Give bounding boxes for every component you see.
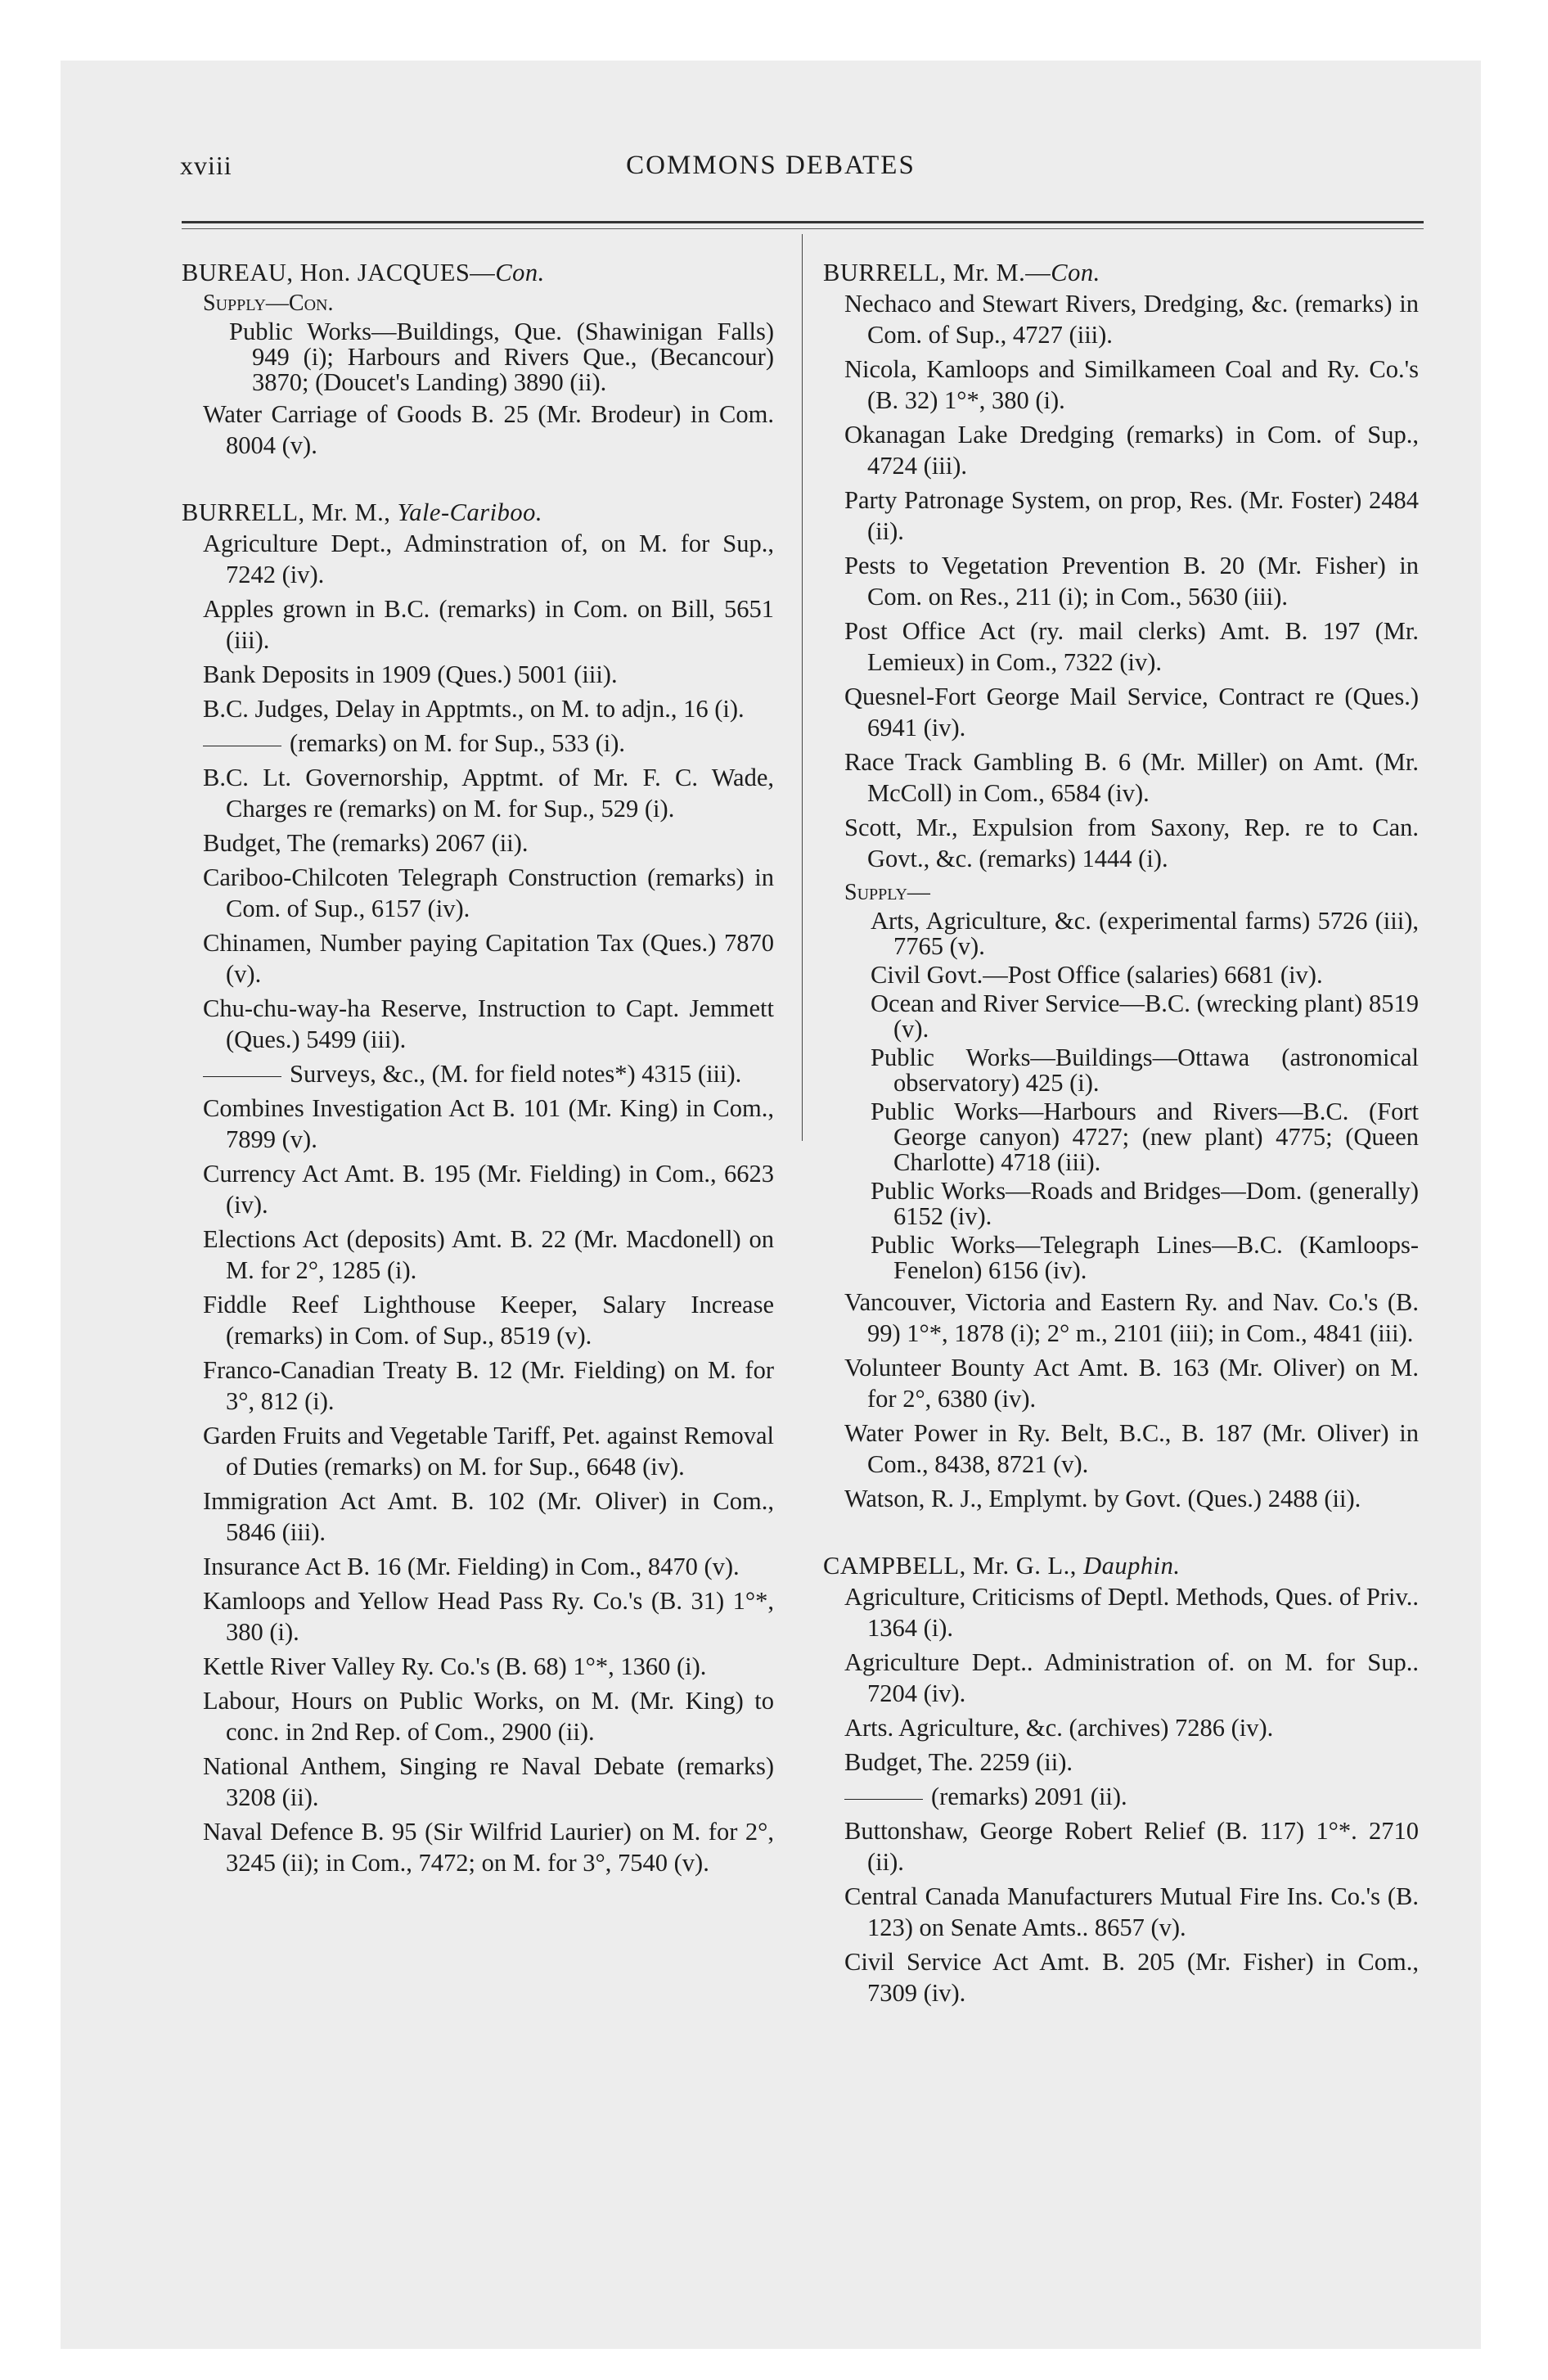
entry-text: (remarks) on M. for Sup., 533 (i). xyxy=(290,729,625,757)
section-gap xyxy=(823,1517,1419,1550)
index-entry: Bank Deposits in 1909 (Ques.) 5001 (iii). xyxy=(203,660,618,688)
member-heading xyxy=(823,1550,1419,1581)
index-entry: Labour, Hours on Public Works, on M. (Mr. King) to conc. in 2nd Rep. of Com., 2900 (ii). xyxy=(203,1687,774,1746)
index-entry: Kettle River Valley Ry. Co.'s (B. 68) 1°*, 1360 (i). xyxy=(203,1652,707,1680)
supply-entry: Public Works—Harbours and Rivers—B.C. (Fort George canyon) 4727; (new plant) 4775; (Queen Charlotte) 4718 (iii). xyxy=(871,1098,1419,1176)
index-entry: B.C. Judges, Delay in Apptmts., on M. to adjn., 16 (i). xyxy=(203,695,745,723)
index-entry: Budget, The (remarks) 2067 (ii). xyxy=(203,829,529,857)
member-heading xyxy=(823,257,1419,288)
index-entry: Apples grown in B.C. (remarks) in Com. on Bill, 5651 (iii). xyxy=(203,595,774,654)
index-entry: Nicola, Kamloops and Similkameen Coal and Ry. Co.'s (B. 32) 1°*, 380 (i). xyxy=(844,355,1419,414)
supply-entry: Arts, Agriculture, &c. (experimental farms) 5726 (iii), 7765 (v). xyxy=(871,907,1419,960)
index-entry: Chinamen, Number paying Capitation Tax (Ques.) 7870 (v). xyxy=(203,929,774,988)
index-entry: Cariboo-Chilcoten Telegraph Construction (remarks) in Com. of Sup., 6157 (iv). xyxy=(203,863,774,922)
index-entry: Franco-Canadian Treaty B. 12 (Mr. Fielding) on M. for 3°, 812 (i). xyxy=(203,1356,774,1415)
supply-entry: Ocean and River Service—B.C. (wrecking plant) 8519 (v). xyxy=(871,989,1419,1043)
index-entry: Volunteer Bounty Act Amt. B. 163 (Mr. Oliver) on M. for 2°, 6380 (iv). xyxy=(844,1354,1419,1413)
index-entry: Vancouver, Victoria and Eastern Ry. and Nav. Co.'s (B. 99) 1°*, 1878 (i); 2° m., 2101 (iii); in Com., 4841 (iii). xyxy=(844,1288,1419,1347)
index-entry: Elections Act (deposits) Amt. B. 22 (Mr. Macdonell) on M. for 2°, 1285 (i). xyxy=(203,1225,774,1284)
index-entry-continued xyxy=(203,1058,774,1089)
index-entry: Race Track Gambling B. 6 (Mr. Miller) on Amt. (Mr. McColl) in Com., 6584 (iv). xyxy=(844,748,1419,807)
index-entry: Kamloops and Yellow Head Pass Ry. Co.'s (B. 31) 1°*, 380 (i). xyxy=(203,1587,774,1646)
member-name: CAMPBELL, Mr. G. L., xyxy=(823,1552,1084,1580)
index-entry: Budget, The. 2259 (ii). xyxy=(844,1748,1073,1776)
index-entry: Quesnel-Fort George Mail Service, Contract re (Ques.) 6941 (iv). xyxy=(844,683,1419,741)
running-title: COMMONS DEBATES xyxy=(626,151,916,180)
index-entry-continued xyxy=(203,728,774,759)
index-entry: Okanagan Lake Dredging (remarks) in Com. of Sup., 4724 (iii). xyxy=(844,421,1419,480)
page-number: xviii xyxy=(180,151,232,180)
index-entry: Party Patronage System, on prop, Res. (Mr. Foster) 2484 (ii). xyxy=(844,486,1419,545)
entry-text: (remarks) 2091 (ii). xyxy=(931,1783,1127,1810)
member-name: BURRELL, Mr. M., xyxy=(182,498,398,526)
supply-entry: Civil Govt.—Post Office (salaries) 6681 (iv). xyxy=(871,961,1323,989)
header-rule-thin xyxy=(182,228,1424,229)
member-name: BUREAU, Hon. JACQUES— xyxy=(182,259,496,286)
column-divider xyxy=(802,234,803,1141)
index-entry: Central Canada Manufacturers Mutual Fire Ins. Co.'s (B. 123) on Senate Amts.. 8657 (v). xyxy=(844,1882,1419,1941)
member-heading xyxy=(182,257,774,288)
member-party-riding: Con. xyxy=(1051,259,1100,286)
index-entry: Nechaco and Stewart Rivers, Dredging, &c. (remarks) in Com. of Sup., 4727 (iii). xyxy=(844,290,1419,349)
ditto-dash xyxy=(203,1076,281,1077)
index-entry: Combines Investigation Act B. 101 (Mr. King) in Com., 7899 (v). xyxy=(203,1094,774,1153)
index-entry: Fiddle Reef Lighthouse Keeper, Salary Increase (remarks) in Com. of Sup., 8519 (v). xyxy=(203,1291,774,1350)
index-entry: Water Carriage of Goods B. 25 (Mr. Brodeur) in Com. 8004 (v). xyxy=(203,400,774,459)
index-entry: Garden Fruits and Vegetable Tariff, Pet. against Removal of Duties (remarks) on M. for Sup., 6648 (iv). xyxy=(203,1422,774,1481)
index-entry: Water Power in Ry. Belt, B.C., B. 187 (Mr. Oliver) in Com., 8438, 8721 (v). xyxy=(844,1419,1419,1478)
index-entry: Watson, R. J., Emplymt. by Govt. (Ques.) 2488 (ii). xyxy=(844,1485,1361,1512)
index-entry: Civil Service Act Amt. B. 205 (Mr. Fisher) in Com., 7309 (iv). xyxy=(844,1948,1419,2007)
index-entry: National Anthem, Singing re Naval Debate (remarks) 3208 (ii). xyxy=(203,1752,774,1811)
index-entry: Pests to Vegetation Prevention B. 20 (Mr. Fisher) in Com. on Res., 211 (i); in Com., 5630 (iii). xyxy=(844,552,1419,611)
index-entry: Currency Act Amt. B. 195 (Mr. Fielding) in Com., 6623 (iv). xyxy=(203,1160,774,1219)
subheading: Supply— xyxy=(844,880,930,905)
page xyxy=(61,61,1481,2349)
member-heading xyxy=(182,497,774,528)
header-rule xyxy=(182,221,1424,223)
index-entry: Chu-chu-way-ha Reserve, Instruction to Capt. Jemmett (Ques.) 5499 (iii). xyxy=(203,994,774,1053)
index-entry: Scott, Mr., Expulsion from Saxony, Rep. re to Can. Govt., &c. (remarks) 1444 (i). xyxy=(844,814,1419,872)
member-party-riding: Yale-Cariboo. xyxy=(397,498,542,526)
ditto-dash xyxy=(844,1799,923,1800)
index-entry: B.C. Lt. Governorship, Apptmt. of Mr. F. C. Wade, Charges re (remarks) on M. for Sup., 529 (i). xyxy=(203,764,774,823)
right-column xyxy=(823,257,1419,2012)
member-party-riding: Dauphin. xyxy=(1083,1552,1181,1580)
index-entry: Naval Defence B. 95 (Sir Wilfrid Laurier) on M. for 2°, 3245 (ii); in Com., 7472; on M. for 3°, 7540 (v). xyxy=(203,1818,774,1877)
supply-entry: Public Works—Telegraph Lines—B.C. (Kamloops-Fenelon) 6156 (iv). xyxy=(871,1231,1419,1284)
index-entry: Buttonshaw, George Robert Relief (B. 117) 1°*. 2710 (ii). xyxy=(844,1817,1419,1876)
index-entry: Agriculture, Criticisms of Deptl. Methods, Ques. of Priv.. 1364 (i). xyxy=(844,1583,1419,1642)
supply-entry: Public Works—Buildings, Que. (Shawinigan Falls) 949 (i); Harbours and Rivers Que., (Becancour) 3870; (Doucet's Landing) 3890 (ii). xyxy=(229,318,774,396)
index-entry: Arts. Agriculture, &c. (archives) 7286 (iv). xyxy=(844,1714,1274,1742)
index-entry: Agriculture Dept.. Administration of. on M. for Sup.. 7204 (iv). xyxy=(844,1648,1419,1707)
index-entry-continued xyxy=(844,1781,1419,1812)
left-column xyxy=(182,257,774,1882)
page-header xyxy=(61,151,1481,192)
subheading: Supply—Con. xyxy=(203,291,334,316)
index-entry: Post Office Act (ry. mail clerks) Amt. B. 197 (Mr. Lemieux) in Com., 7322 (iv). xyxy=(844,617,1419,676)
section-gap xyxy=(182,464,774,497)
index-entry: Insurance Act B. 16 (Mr. Fielding) in Com., 8470 (v). xyxy=(203,1553,740,1580)
member-name: BURRELL, Mr. M.— xyxy=(823,259,1051,286)
index-entry: Agriculture Dept., Adminstration of, on M. for Sup., 7242 (iv). xyxy=(203,530,774,588)
member-party-riding: Con. xyxy=(495,259,545,286)
supply-entry: Public Works—Roads and Bridges—Dom. (generally) 6152 (iv). xyxy=(871,1177,1419,1230)
entry-text: Surveys, &c., (M. for field notes*) 4315 (iii). xyxy=(290,1060,742,1088)
supply-entry: Public Works—Buildings—Ottawa (astronomical observatory) 425 (i). xyxy=(871,1044,1419,1097)
index-entry: Immigration Act Amt. B. 102 (Mr. Oliver) in Com., 5846 (iii). xyxy=(203,1487,774,1546)
